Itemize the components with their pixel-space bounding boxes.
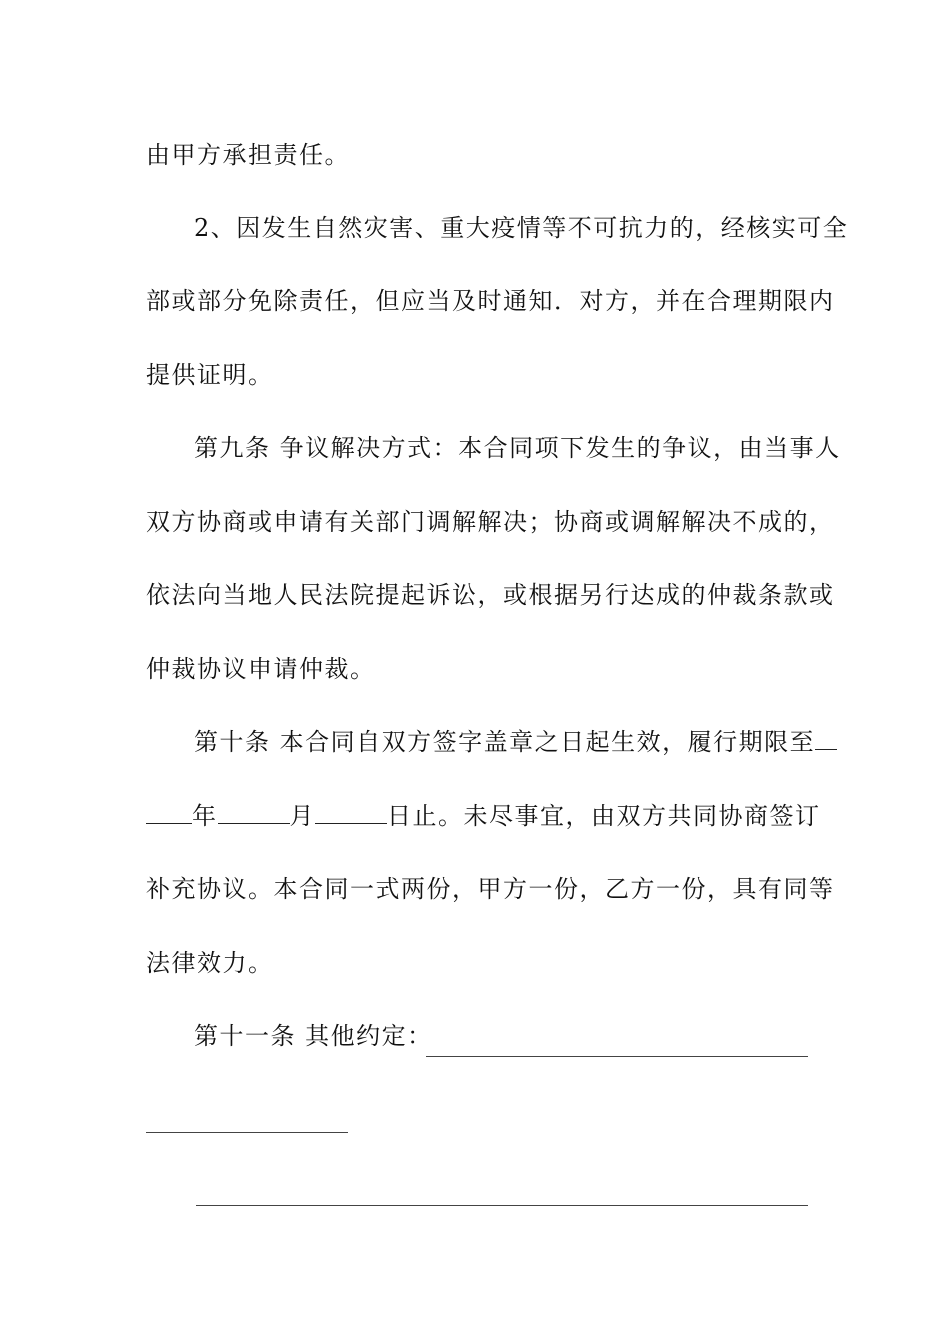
text-line-5: 第九条 争议解决方式：本合同项下发生的争议，由当事人: [194, 434, 841, 462]
text-line-1: 由甲方承担责任。: [146, 141, 350, 169]
text-line-2: 2、因发生自然灾害、重大疫情等不可抗力的，经核实可全: [194, 214, 849, 242]
day-label-text: 日止。未尽事宜，由双方共同协商签订: [387, 802, 821, 830]
text-line-13: [194, 1019, 808, 1053]
other-terms-blank-line-3: [196, 1205, 808, 1206]
date-blank-start: [815, 725, 837, 750]
text-line-3: 部或部分免除责任，但应当及时通知．对方，并在合理期限内: [146, 287, 835, 315]
year-label: 年: [192, 802, 218, 830]
month-label: 月: [289, 802, 315, 830]
day-blank: [315, 799, 387, 824]
month-blank: [218, 799, 290, 824]
other-terms-blank-line-1: [426, 1056, 808, 1057]
text-line-12: 法律效力。: [146, 949, 274, 977]
article-eleven-label: 第十一条 其他约定：: [194, 1022, 433, 1050]
text-line-7: 依法向当地人民法院提起诉讼，或根据另行达成的仲裁条款或: [146, 581, 835, 609]
text-line-10: [146, 799, 821, 833]
text-line-8: 仲裁协议申请仲裁。: [146, 655, 376, 683]
text-line-6: 双方协商或申请有关部门调解解决；协商或调解解决不成的，: [146, 508, 835, 536]
text-line-11: 补充协议。本合同一式两份，甲方一份，乙方一份，具有同等: [146, 875, 835, 903]
other-terms-blank-line-2: [146, 1132, 348, 1133]
year-blank: [146, 799, 192, 824]
article-ten-text: 第十条 本合同自双方签字盖章之日起生效，履行期限至: [194, 728, 816, 756]
text-line-4: 提供证明。: [146, 361, 274, 389]
text-line-9: [194, 725, 816, 759]
